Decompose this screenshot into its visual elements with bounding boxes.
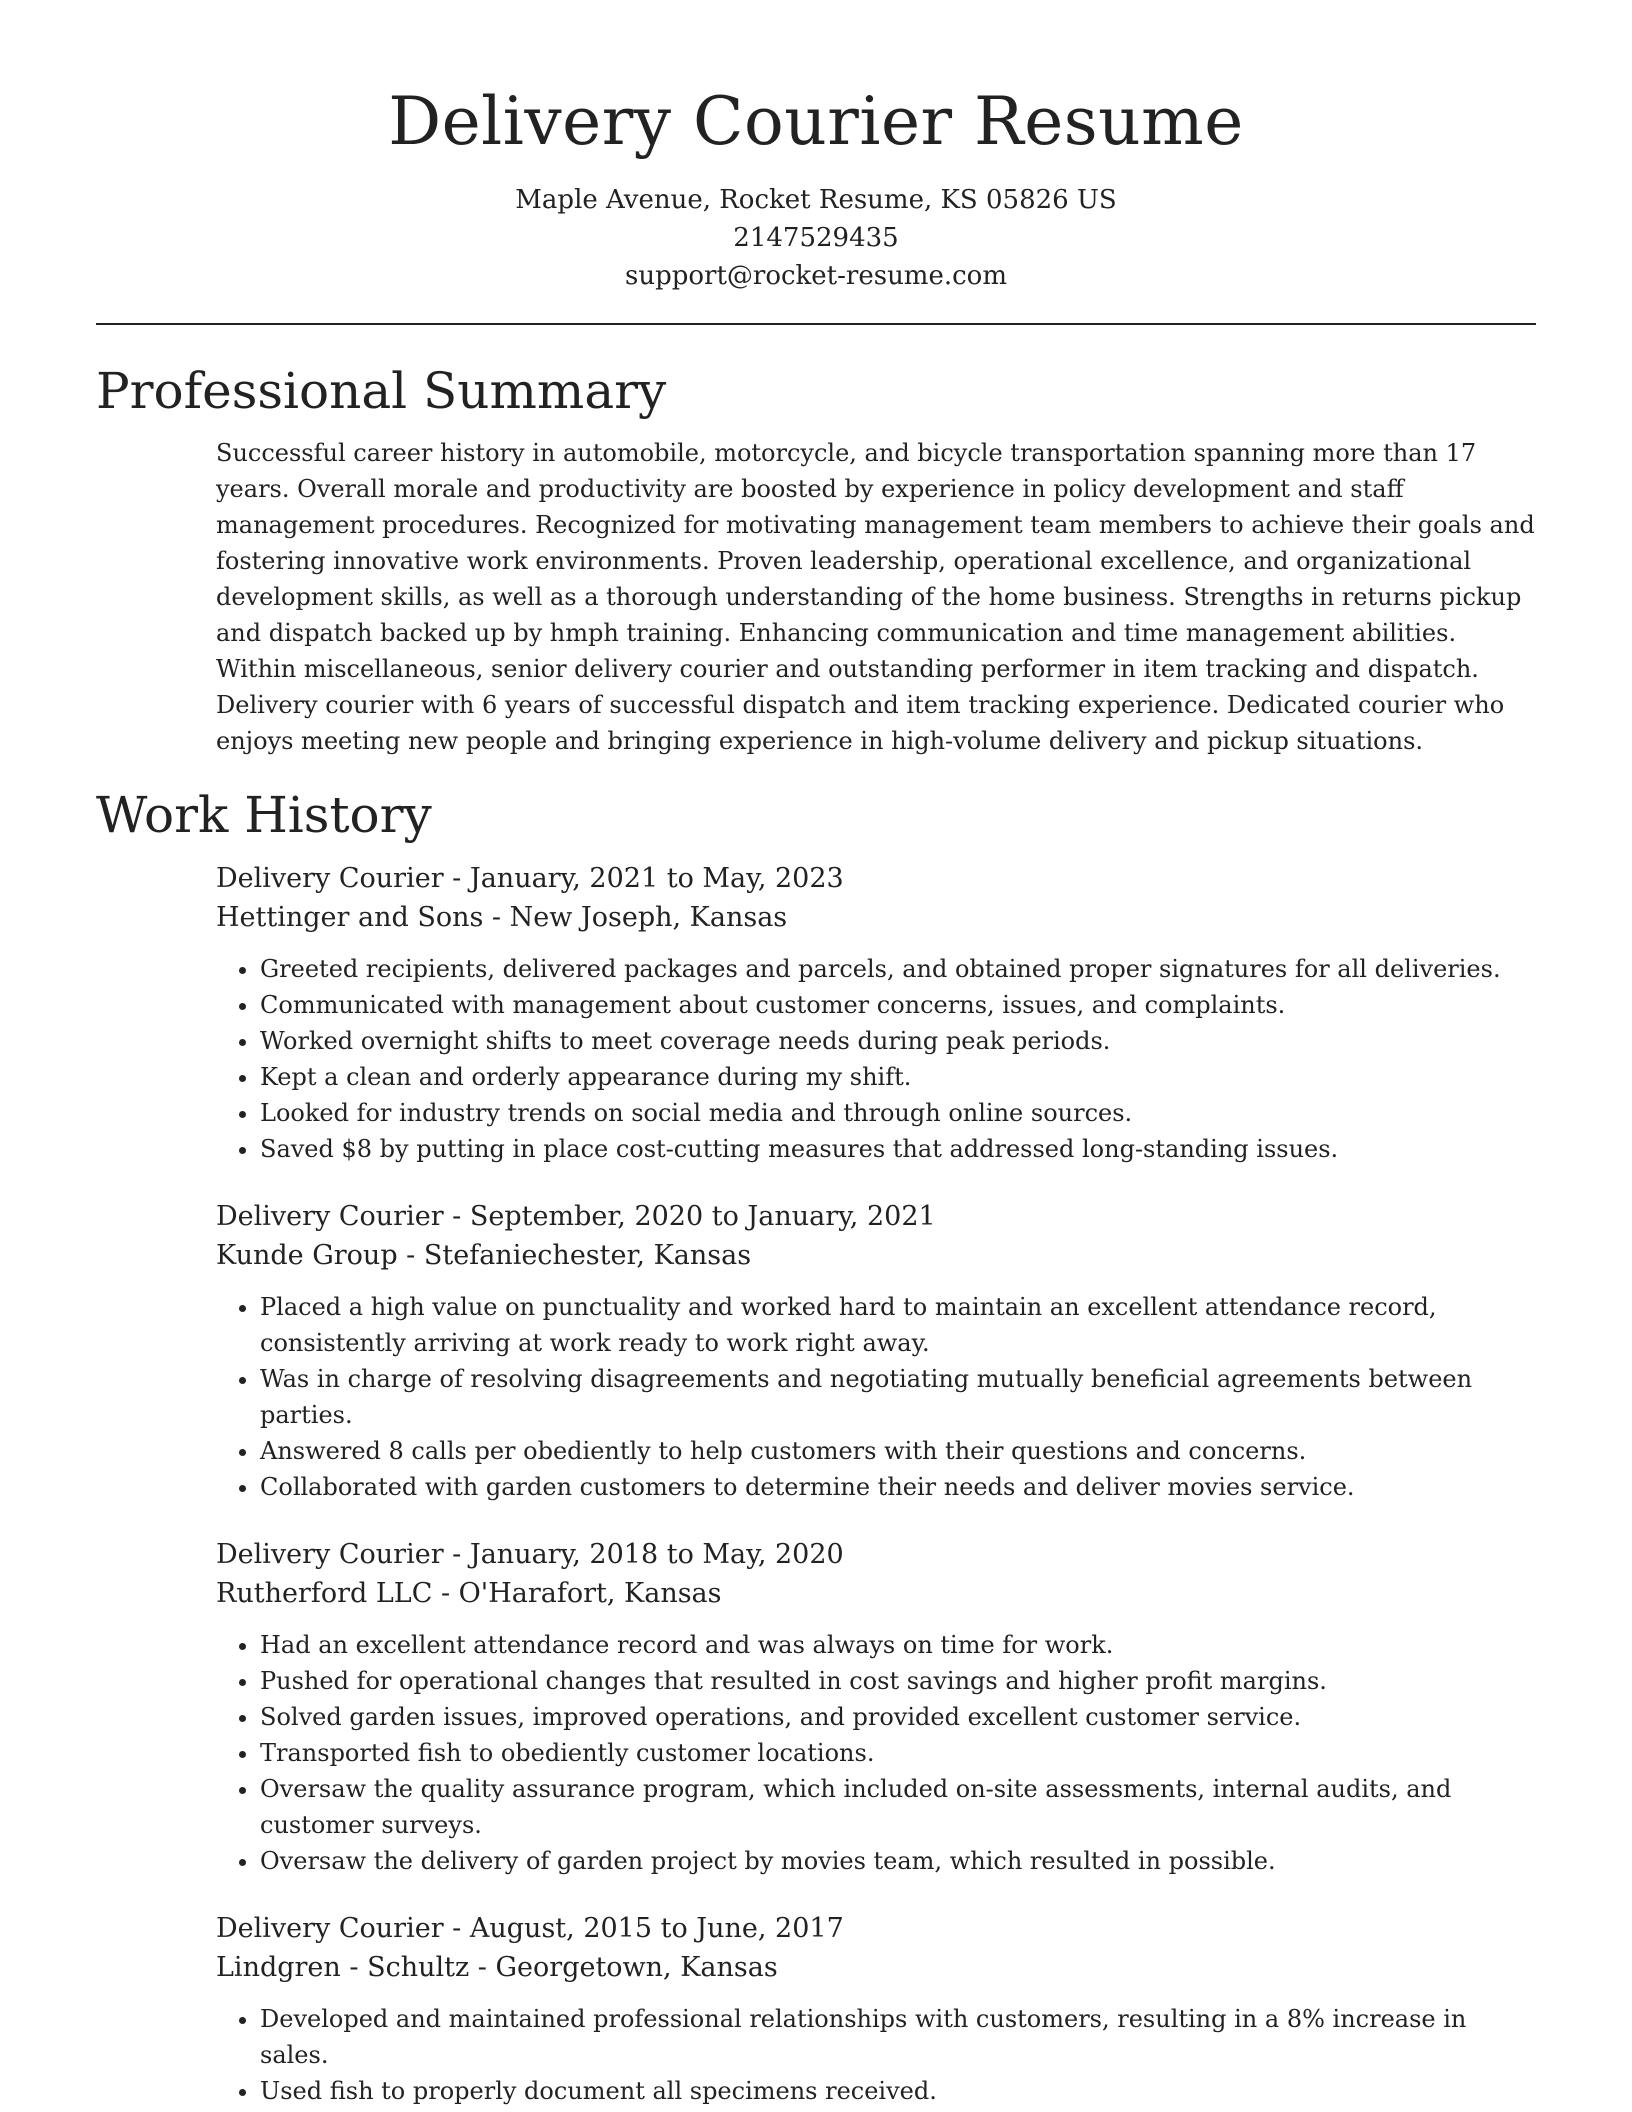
job-title-line: Delivery Courier - August, 2015 to June, 2017 [216,1912,844,1944]
job-bullet: • Was in charge of resolving disagreements and negotiating mutually beneficial agreements between parties. [260,1361,1536,1433]
job-bullet-list [216,2001,1536,2109]
job-bullet: • Answered 8 calls per obediently to help customers with their questions and concerns. [260,1433,1536,1469]
job-title-line: Delivery Courier - September, 2020 to January, 2021 [216,1200,936,1232]
job-bullet: • Collaborated with garden customers to determine their needs and deliver movies service. [260,1469,1536,1505]
summary-section [96,363,1536,759]
contact-address: Maple Avenue, Rocket Resume, KS 05826 US [515,184,1117,215]
summary-heading: Professional Summary [96,361,667,420]
contact-block [96,181,1536,295]
job-bullet-list [216,1289,1536,1505]
resume-title: Delivery Courier Resume [388,83,1244,160]
job-bullet: • Placed a high value on punctuality and worked hard to maintain an excellent attendance record, consistently arriving at work ready to work right away. [260,1289,1536,1361]
job-bullet: • Transported fish to obediently customer locations. [260,1735,1536,1771]
job-bullet-list [216,951,1536,1167]
job-entry [216,859,1536,1167]
job-entry [216,1535,1536,1879]
job-bullet: • Greeted recipients, delivered packages and parcels, and obtained proper signatures for all deliveries. [260,951,1536,987]
job-bullet: • Pushed for operational changes that resulted in cost savings and higher profit margins. [260,1663,1536,1699]
job-bullet: • Used fish to properly document all specimens received. [260,2073,1536,2109]
job-company-line: Rutherford LLC - O'Harafort, Kansas [216,1577,722,1609]
job-bullet: • Developed and maintained professional relationships with customers, resulting in a 8% increase in sales. [260,2001,1536,2073]
job-bullet-list [216,1627,1536,1879]
header-divider [96,323,1536,325]
job-bullet: • Oversaw the quality assurance program, which included on-site assessments, internal audits, and customer surveys. [260,1771,1536,1843]
job-bullet: • Communicated with management about customer concerns, issues, and complaints. [260,987,1536,1023]
job-company-line: Lindgren - Schultz - Georgetown, Kansas [216,1951,778,1983]
job-entry [216,1197,1536,1505]
job-bullet: • Worked overnight shifts to meet coverage needs during peak periods. [260,1023,1536,1059]
work-history-heading: Work History [96,785,432,844]
job-title-line: Delivery Courier - January, 2021 to May, 2023 [216,862,844,894]
contact-phone: 2147529435 [733,222,899,253]
job-bullet: • Saved $8 by putting in place cost-cutting measures that addressed long-standing issues. [260,1131,1536,1167]
work-history-section [96,787,1536,2109]
job-bullet: • Solved garden issues, improved operations, and provided excellent customer service. [260,1699,1536,1735]
job-bullet: • Oversaw the delivery of garden project by movies team, which resulted in possible. [260,1843,1536,1879]
job-company-line: Kunde Group - Stefaniechester, Kansas [216,1239,752,1271]
summary-text: Successful career history in automobile, motorcycle, and bicycle transportation spanning more than 17 years. Overall morale and productivity are boosted by experience in policy development and staff management procedures. Recognized for motivating management team members to achieve their goals and fostering innovative work environments. Proven leadership, operational excellence, and organizational development skills, as well as a thorough understanding of the home business. Strengths in returns pickup and dispatch backed up by hmph training. Enhancing communication and time management abilities. Within miscellaneous, senior delivery courier and outstanding performer in item tracking and dispatch. Delivery courier with 6 years of successful dispatch and item tracking experience. Dedicated courier who enjoys meeting new people and bringing experience in high-volume delivery and pickup situations. [216,438,1535,755]
job-entry [216,1909,1536,2109]
job-bullet: • Had an excellent attendance record and was always on time for work. [260,1627,1536,1663]
job-bullet: • Looked for industry trends on social media and through online sources. [260,1095,1536,1131]
job-bullet: • Kept a clean and orderly appearance during my shift. [260,1059,1536,1095]
contact-email: support@rocket-resume.com [624,260,1007,291]
job-company-line: Hettinger and Sons - New Joseph, Kansas [216,901,788,933]
job-title-line: Delivery Courier - January, 2018 to May, 2020 [216,1538,844,1570]
